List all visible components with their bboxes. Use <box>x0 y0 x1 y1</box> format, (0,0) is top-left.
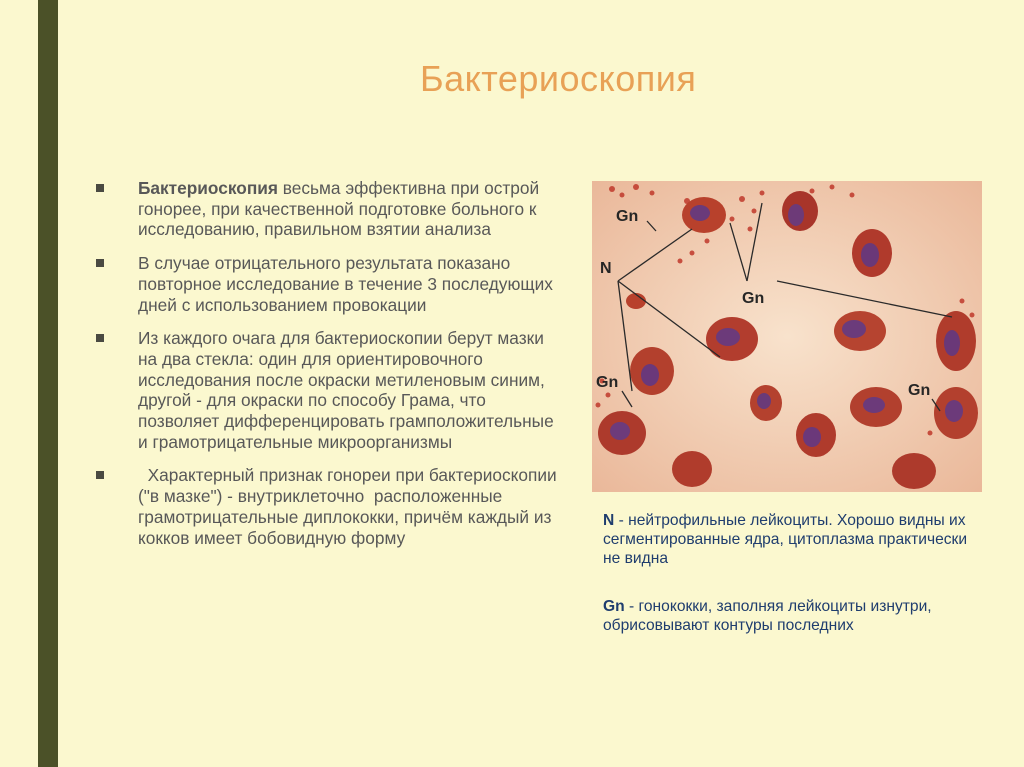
bullet-item <box>95 328 565 452</box>
bullet-item <box>95 178 565 240</box>
square-bullet-icon <box>96 184 104 192</box>
label-gn: Gn <box>596 374 619 391</box>
bullet-text: В случае отрицательного результата показано повторное исследование в течение 3 последующих дней с использованием провокации <box>138 253 553 315</box>
bullet-item <box>95 253 565 315</box>
label-gn: Gn <box>616 208 639 225</box>
label-gn: Gn <box>742 290 765 307</box>
label-n: N <box>600 260 612 277</box>
gram-stain-smear-illustration <box>592 181 982 492</box>
slide-title: Бактериоскопия <box>420 58 697 99</box>
micrograph-image <box>592 181 982 492</box>
caption-text: - гонококки, заполняя лейкоциты изнутри, обрисовывают контуры последних <box>603 598 932 634</box>
caption-text: - нейтрофильные лейкоциты. Хорошо видны их сегментированные ядра, цитоплазма практически не видна <box>603 512 968 567</box>
caption-neutrophils <box>603 511 988 568</box>
label-gn: Gn <box>908 382 931 399</box>
left-accent-bar <box>38 0 58 767</box>
bullet-list <box>95 178 565 561</box>
bullet-text: Характерный признак гонореи при бактериоскопии ("в мазке") - внутриклеточно расположенные грамотрицательные диплококки, причём каждый из кокков имеет бобовидную форму <box>138 465 562 548</box>
bullet-lead: Бактериоскопия <box>138 178 278 198</box>
bullet-text: Из каждого очага для бактериоскопии берут мазки на два стекла: один для ориентировочного исследования после окраски метиленовым синим, другой - для окраски по способу Грама, что позволяет дифференцировать грамположительные и грамотрицательные микроорганизмы <box>138 328 554 452</box>
square-bullet-icon <box>96 334 104 342</box>
bullet-item <box>95 465 565 548</box>
bullet-text: весьма эффективна при острой гонорее, при качественной подготовке больного к исследованию, правильном взятии анализа <box>138 178 540 240</box>
square-bullet-icon <box>96 259 104 267</box>
caption-key: N <box>603 512 615 529</box>
square-bullet-icon <box>96 471 104 479</box>
caption-key: Gn <box>603 598 625 615</box>
caption-gonococci <box>603 597 988 635</box>
